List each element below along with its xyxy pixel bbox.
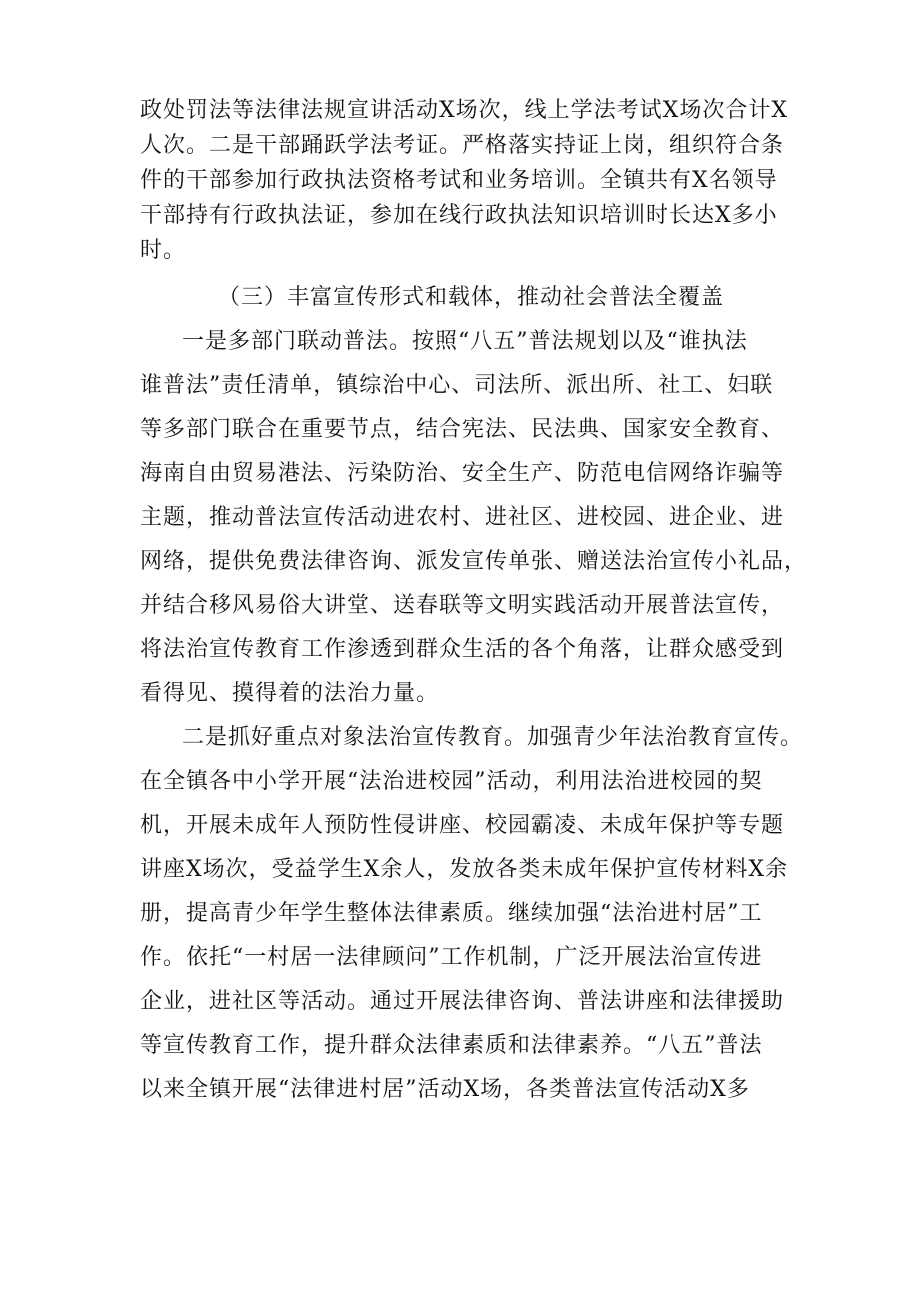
- text-line: 讲座X场次，受益学生X余人，发放各类未成年保护宣传材料X余: [140, 857, 788, 882]
- text-line: 海南自由贸易港法、污染防治、安全生产、防范电信网络诈骗等: [140, 461, 785, 486]
- text-line: 件的干部参加行政执法资格考试和业务培训。全镇共有X名领导: [140, 168, 778, 193]
- text-line: 作。依托“一村居一法律顾问”工作机制，广泛开展法治宣传进: [140, 945, 763, 970]
- text-line: 干部持有行政执法证，参加在线行政执法知识培训时长达X多小: [140, 203, 778, 228]
- text-line: 人次。二是干部踊跃学法考证。严格落实持证上岗，组织符合条: [140, 133, 785, 158]
- text-line: 看得见、摸得着的法治力量。: [140, 681, 440, 706]
- paragraph-first-line: 二是抓好重点对象法治宣传教育。加强青少年法治教育宣传。: [182, 725, 804, 750]
- section-heading: （三）丰富宣传形式和载体，推动社会普法全覆盖: [218, 285, 725, 310]
- text-line: 等多部门联合在重要节点，结合宪法、民法典、国家安全教育、: [140, 417, 785, 442]
- text-line: 册，提高青少年学生整体法律素质。继续加强“法治进村居”工: [140, 901, 763, 926]
- text-line: 企业，进社区等活动。通过开展法律咨询、普法讲座和法律援助: [140, 989, 785, 1014]
- text-line: 并结合移风易俗大讲堂、送春联等文明实践活动开展普法宣传，: [140, 593, 785, 618]
- text-line: 等宣传教育工作，提升群众法律素质和法律素养。“八五”普法: [140, 1033, 763, 1058]
- text-line: 主题，推动普法宣传活动进农村、进社区、进校园、进企业、进: [140, 505, 785, 530]
- text-line: 以来全镇开展“法律进村居”活动X场，各类普法宣传活动X多: [140, 1077, 750, 1102]
- text-line: 网络，提供免费法律咨询、派发宣传单张、赠送法治宣传小礼品，: [140, 549, 808, 574]
- text-line: 在全镇各中小学开展“法治进校园”活动，利用法治进校园的契: [140, 769, 763, 794]
- text-line: 时。: [140, 238, 187, 263]
- text-line: 政处罚法等法律法规宣讲活动X场次，线上学法考试X场次合计X: [140, 98, 788, 123]
- text-line: 谁普法”责任清单，镇综治中心、司法所、派出所、社工、妇联: [140, 373, 774, 398]
- text-line: 机，开展未成年人预防性侵讲座、校园霸凌、未成年保护等专题: [140, 813, 785, 838]
- paragraph-first-line: 一是多部门联动普法。按照“八五”普法规划以及“谁执法: [182, 329, 748, 354]
- text-line: 将法治宣传教育工作渗透到群众生活的各个角落，让群众感受到: [140, 637, 785, 662]
